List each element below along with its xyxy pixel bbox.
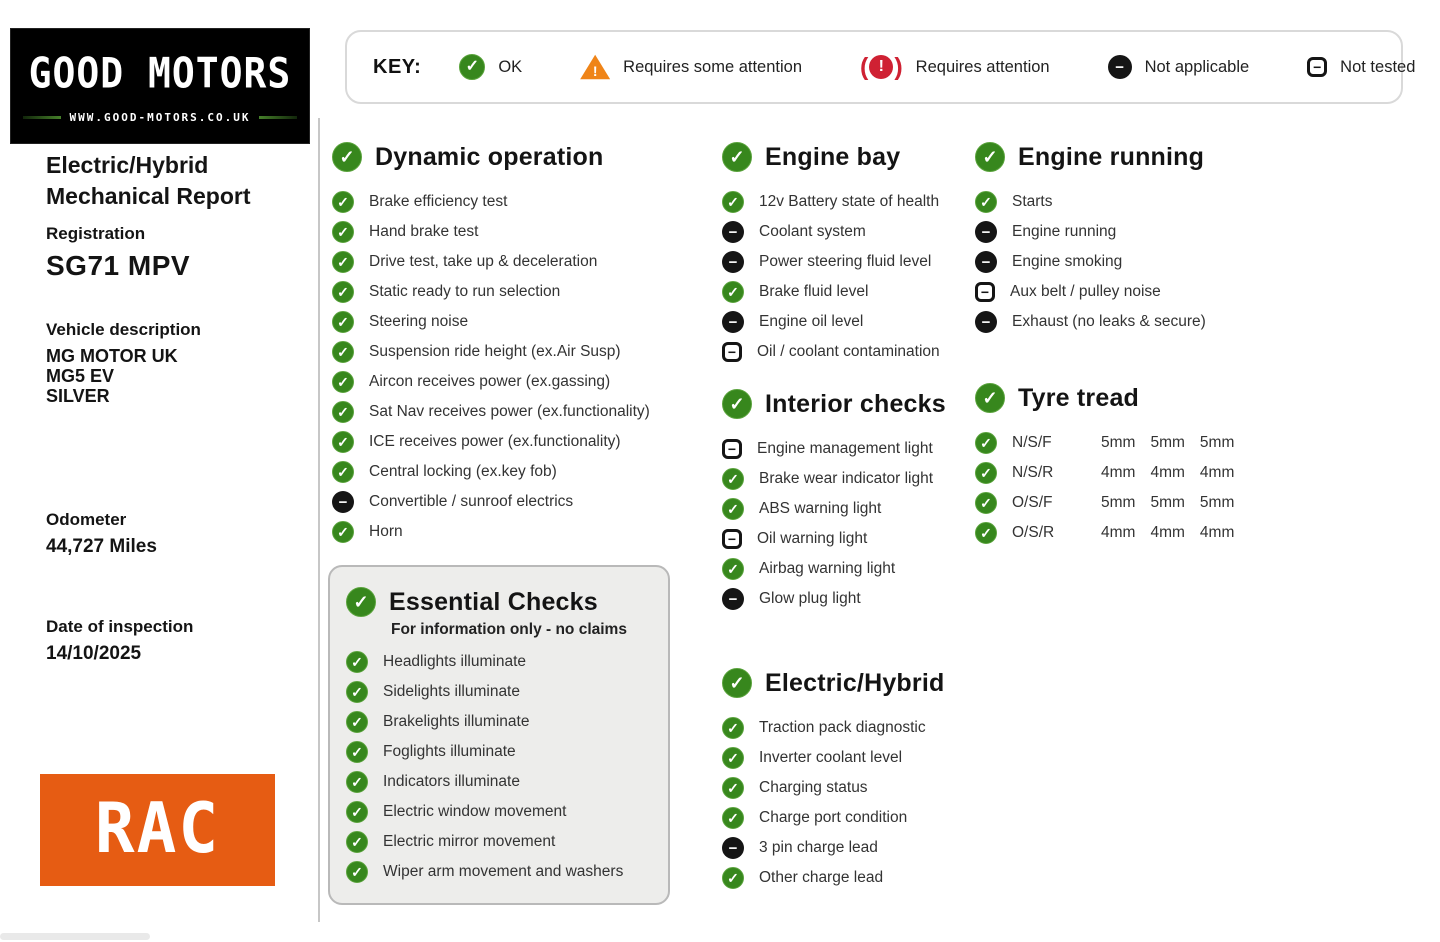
tyre-position-label: N/S/F xyxy=(1012,434,1052,451)
logo-title: GOOD MOTORS xyxy=(28,48,292,97)
ok-check-icon xyxy=(332,281,354,303)
tyre-depth-1: 5mm xyxy=(1101,434,1136,451)
tyre-depth-3: 4mm xyxy=(1199,464,1235,481)
tyre-tread-list xyxy=(975,428,1275,548)
ok-check-icon xyxy=(332,251,354,273)
check-label: Sat Nav receives power (ex.functionality) xyxy=(369,403,650,420)
logo-website: WWW.GOOD-MOTORS.CO.UK xyxy=(69,110,251,124)
check-row xyxy=(332,337,724,367)
not-applicable-icon xyxy=(722,837,744,859)
report-title-line1: Electric/Hybrid xyxy=(46,152,209,178)
tyre-depth-3: 5mm xyxy=(1199,434,1235,451)
not-applicable-icon xyxy=(722,588,744,610)
not-applicable-icon xyxy=(722,251,744,273)
ok-check-icon xyxy=(975,191,997,213)
tyre-depth-values xyxy=(1101,524,1234,542)
section-title: Engine bay xyxy=(765,142,901,171)
ok-check-icon xyxy=(332,341,354,363)
check-label: Power steering fluid level xyxy=(759,253,932,270)
ok-check-icon xyxy=(722,867,744,889)
odometer-value: 44,727 Miles xyxy=(46,536,157,557)
section-header-engine-bay xyxy=(722,140,980,174)
ok-check-icon xyxy=(332,431,354,453)
check-label: Engine management light xyxy=(757,440,933,457)
check-label: Horn xyxy=(369,523,403,540)
check-label: Foglights illuminate xyxy=(383,743,516,760)
dynamic-operation-list xyxy=(332,187,724,547)
ok-check-icon xyxy=(722,389,752,419)
key-item xyxy=(580,54,802,80)
check-row xyxy=(332,277,724,307)
ok-check-icon xyxy=(975,492,997,514)
check-row xyxy=(722,713,980,743)
ok-check-icon xyxy=(722,717,744,739)
inspection-date-block xyxy=(46,617,193,665)
check-label: Brake wear indicator light xyxy=(759,470,934,487)
check-row xyxy=(332,367,724,397)
section-title: Interior checks xyxy=(765,389,946,418)
key-item xyxy=(860,55,1050,80)
check-row xyxy=(346,707,652,737)
check-label: Coolant system xyxy=(759,223,866,240)
registration-block xyxy=(46,224,190,282)
vehicle-description-lines xyxy=(46,346,201,406)
check-label: 12v Battery state of health xyxy=(759,193,940,210)
check-label: Aircon receives power (ex.gassing) xyxy=(369,373,611,390)
check-row xyxy=(346,767,652,797)
tyre-depth-2: 5mm xyxy=(1150,434,1185,451)
column-dynamic-operation xyxy=(332,140,724,905)
tyre-depth-2: 4mm xyxy=(1150,524,1185,541)
ok-check-icon xyxy=(332,461,354,483)
tyre-tread-row xyxy=(975,518,1275,548)
check-label: Brake fluid level xyxy=(759,283,869,300)
key-icon-wrap xyxy=(1307,57,1327,77)
ok-check-icon xyxy=(975,432,997,454)
check-label: Aux belt / pulley noise xyxy=(1010,283,1161,300)
section-header-engine-running xyxy=(975,140,1275,174)
check-label: Exhaust (no leaks & secure) xyxy=(1012,313,1206,330)
check-row xyxy=(346,857,652,887)
ok-check-icon xyxy=(722,498,744,520)
ok-check-icon xyxy=(346,711,368,733)
not-applicable-icon xyxy=(722,311,744,333)
section-title: Dynamic operation xyxy=(375,142,604,171)
not-applicable-icon xyxy=(975,221,997,243)
check-row xyxy=(722,464,980,494)
key-item-label: OK xyxy=(498,57,523,76)
check-label: Other charge lead xyxy=(759,869,884,886)
interior-checks-list xyxy=(722,434,980,614)
not-tested-icon xyxy=(722,342,742,362)
check-row xyxy=(722,524,980,554)
tyre-depth-3: 5mm xyxy=(1199,494,1235,511)
not-tested-icon xyxy=(975,282,995,302)
check-row xyxy=(722,833,980,863)
check-label: Steering noise xyxy=(369,313,469,330)
section-title: Tyre tread xyxy=(1018,383,1140,412)
section-header-dynamic-operation xyxy=(332,140,724,174)
check-label: Traction pack diagnostic xyxy=(759,719,926,736)
check-label: Indicators illuminate xyxy=(383,773,520,790)
tyre-position-label: O/S/F xyxy=(1012,494,1053,511)
tyre-position-label: O/S/R xyxy=(1012,524,1055,541)
tyre-depth-2: 5mm xyxy=(1150,494,1185,511)
check-row xyxy=(722,247,980,277)
electric-hybrid-list xyxy=(722,713,980,893)
vehicle-make: MG MOTOR UK xyxy=(46,346,178,366)
ok-check-icon xyxy=(975,462,997,484)
ok-check-icon xyxy=(722,747,744,769)
key-item-label: Not applicable xyxy=(1144,57,1250,76)
essential-checks-note: For information only - no claims xyxy=(391,621,627,638)
not-tested-icon xyxy=(1307,57,1327,77)
ok-check-icon xyxy=(332,191,354,213)
check-label: Charging status xyxy=(759,779,868,796)
not-applicable-icon xyxy=(1108,55,1132,79)
requires-attention-icon xyxy=(869,55,893,79)
section-header-electric-hybrid xyxy=(722,666,980,700)
ok-check-icon xyxy=(346,587,376,617)
check-row xyxy=(332,247,724,277)
check-label: Inverter coolant level xyxy=(759,749,903,766)
check-row xyxy=(722,217,980,247)
ok-check-icon xyxy=(722,807,744,829)
tyre-depth-1: 4mm xyxy=(1101,464,1136,481)
check-label: Electric mirror movement xyxy=(383,833,556,850)
ok-check-icon xyxy=(332,221,354,243)
check-label: Static ready to run selection xyxy=(369,283,561,300)
key-icon-wrap xyxy=(1108,55,1132,79)
check-row xyxy=(332,427,724,457)
key-item-label: Requires attention xyxy=(915,57,1050,76)
check-row xyxy=(722,337,980,367)
not-tested-icon xyxy=(722,439,742,459)
check-row xyxy=(975,217,1275,247)
sidebar xyxy=(0,0,318,942)
tyre-tread-row xyxy=(975,488,1275,518)
vehicle-description-label: Vehicle description xyxy=(46,320,201,339)
ok-check-icon xyxy=(722,191,744,213)
section-header-interior-checks xyxy=(722,387,980,421)
check-row xyxy=(975,277,1275,307)
not-applicable-icon xyxy=(332,491,354,513)
check-label: ICE receives power (ex.functionality) xyxy=(369,433,621,450)
tyre-tread-row xyxy=(975,458,1275,488)
logo-line-right xyxy=(259,116,298,119)
vehicle-description-block xyxy=(46,320,201,406)
check-label: ABS warning light xyxy=(759,500,882,517)
key-item-label: Requires some attention xyxy=(623,57,803,76)
key-legend xyxy=(345,30,1416,104)
odometer-block xyxy=(46,510,157,558)
section-title: Engine running xyxy=(1018,142,1205,171)
vehicle-model: MG5 EV xyxy=(46,366,115,386)
check-label: Electric window movement xyxy=(383,803,567,820)
ok-check-icon xyxy=(722,668,752,698)
check-row xyxy=(722,434,980,464)
section-header-tyre-tread xyxy=(975,381,1275,415)
ok-check-icon xyxy=(722,142,752,172)
not-tested-icon xyxy=(722,529,742,549)
tyre-tread-row xyxy=(975,428,1275,458)
check-row xyxy=(332,217,724,247)
tyre-depth-values xyxy=(1101,494,1234,512)
column-engine-running xyxy=(975,140,1275,548)
ok-check-icon xyxy=(346,861,368,883)
check-row xyxy=(332,187,724,217)
check-row xyxy=(975,187,1275,217)
check-label: Convertible / sunroof electrics xyxy=(369,493,574,510)
check-label: Brakelights illuminate xyxy=(383,713,530,730)
ok-check-icon xyxy=(722,558,744,580)
ok-check-icon xyxy=(346,741,368,763)
tyre-depth-values xyxy=(1101,464,1234,482)
check-row xyxy=(722,554,980,584)
check-row xyxy=(332,457,724,487)
key-item xyxy=(1108,55,1250,79)
check-label: Drive test, take up & deceleration xyxy=(369,253,598,270)
check-row xyxy=(975,307,1275,337)
check-row xyxy=(346,797,652,827)
check-row xyxy=(722,863,980,893)
not-applicable-icon xyxy=(975,251,997,273)
key-icon-wrap xyxy=(860,55,903,80)
check-row xyxy=(332,487,724,517)
inspection-date-label: Date of inspection xyxy=(46,617,194,636)
check-label: Oil / coolant contamination xyxy=(757,343,940,360)
tyre-depth-1: 5mm xyxy=(1101,494,1136,511)
ok-check-icon xyxy=(346,801,368,823)
check-label: Glow plug light xyxy=(759,590,861,607)
check-row xyxy=(332,517,724,547)
tyre-position-label: N/S/R xyxy=(1012,464,1054,481)
ok-check-icon xyxy=(722,281,744,303)
rac-logo-text: RAC xyxy=(94,787,221,869)
check-label: Engine smoking xyxy=(1012,253,1123,270)
check-label: Airbag warning light xyxy=(759,560,896,577)
ok-check-icon xyxy=(975,142,1005,172)
odometer-label: Odometer xyxy=(46,510,127,529)
column-engine-bay xyxy=(722,140,980,893)
check-label: Brake efficiency test xyxy=(369,193,508,210)
vertical-divider xyxy=(318,118,320,922)
check-row xyxy=(722,277,980,307)
engine-running-list xyxy=(975,187,1275,337)
ok-check-icon xyxy=(346,831,368,853)
check-label: Engine running xyxy=(1012,223,1117,240)
check-row xyxy=(722,307,980,337)
ok-check-icon xyxy=(975,522,997,544)
check-label: Starts xyxy=(1012,193,1053,210)
key-icon-wrap xyxy=(580,54,610,80)
check-row xyxy=(346,677,652,707)
check-label: 3 pin charge lead xyxy=(759,839,878,856)
warning-triangle-icon xyxy=(580,54,610,80)
check-row xyxy=(722,187,980,217)
check-row xyxy=(722,743,980,773)
check-row xyxy=(722,584,980,614)
inspection-date-value: 14/10/2025 xyxy=(46,643,142,664)
check-label: Central locking (ex.key fob) xyxy=(369,463,557,480)
logo-line-left xyxy=(23,116,62,119)
check-label: Charge port condition xyxy=(759,809,908,826)
report-title xyxy=(46,150,251,212)
engine-bay-list xyxy=(722,187,980,367)
registration-label: Registration xyxy=(46,224,146,243)
report-title-line2: Mechanical Report xyxy=(46,183,251,209)
check-row xyxy=(346,827,652,857)
ok-check-icon xyxy=(975,383,1005,413)
ok-check-icon xyxy=(332,371,354,393)
ok-check-icon xyxy=(459,54,485,80)
key-item xyxy=(459,54,522,80)
good-motors-logo xyxy=(10,28,310,144)
essential-checks-list xyxy=(346,647,652,887)
vehicle-colour: SILVER xyxy=(46,386,110,406)
tyre-depth-2: 4mm xyxy=(1150,464,1185,481)
check-row xyxy=(346,647,652,677)
ok-check-icon xyxy=(346,651,368,673)
tyre-depth-values xyxy=(1101,434,1234,452)
rac-logo xyxy=(40,774,275,886)
section-header-essential-checks xyxy=(346,585,652,619)
key-item xyxy=(1307,57,1415,77)
ok-check-icon xyxy=(722,468,744,490)
key-items xyxy=(459,54,1415,80)
check-label: Headlights illuminate xyxy=(383,653,527,670)
check-row xyxy=(722,803,980,833)
registration-value: SG71 MPV xyxy=(46,250,191,281)
check-row xyxy=(346,737,652,767)
check-label: Hand brake test xyxy=(369,223,479,240)
ok-check-icon xyxy=(346,771,368,793)
ok-check-icon xyxy=(332,311,354,333)
check-row xyxy=(722,773,980,803)
logo-website-row xyxy=(23,111,297,124)
check-label: Suspension ride height (ex.Air Susp) xyxy=(369,343,621,360)
key-item-label: Not tested xyxy=(1340,57,1416,76)
check-row xyxy=(332,307,724,337)
tyre-depth-3: 4mm xyxy=(1199,524,1235,541)
check-row xyxy=(332,397,724,427)
check-label: Wiper arm movement and washers xyxy=(383,863,624,880)
ok-check-icon xyxy=(332,401,354,423)
key-icon-wrap xyxy=(459,54,485,80)
check-label: Sidelights illuminate xyxy=(383,683,520,700)
ok-check-icon xyxy=(346,681,368,703)
section-title: Electric/Hybrid xyxy=(765,668,945,697)
ok-check-icon xyxy=(722,777,744,799)
check-label: Oil warning light xyxy=(757,530,868,547)
ok-check-icon xyxy=(332,142,362,172)
check-row xyxy=(975,247,1275,277)
section-title: Essential Checks xyxy=(389,587,598,616)
not-applicable-icon xyxy=(975,311,997,333)
check-label: Engine oil level xyxy=(759,313,864,330)
essential-checks-box xyxy=(328,565,670,905)
key-label: KEY: xyxy=(373,55,422,78)
tyre-depth-1: 4mm xyxy=(1101,524,1136,541)
page-edge-strip xyxy=(0,933,150,940)
check-row xyxy=(722,494,980,524)
not-applicable-icon xyxy=(722,221,744,243)
ok-check-icon xyxy=(332,521,354,543)
